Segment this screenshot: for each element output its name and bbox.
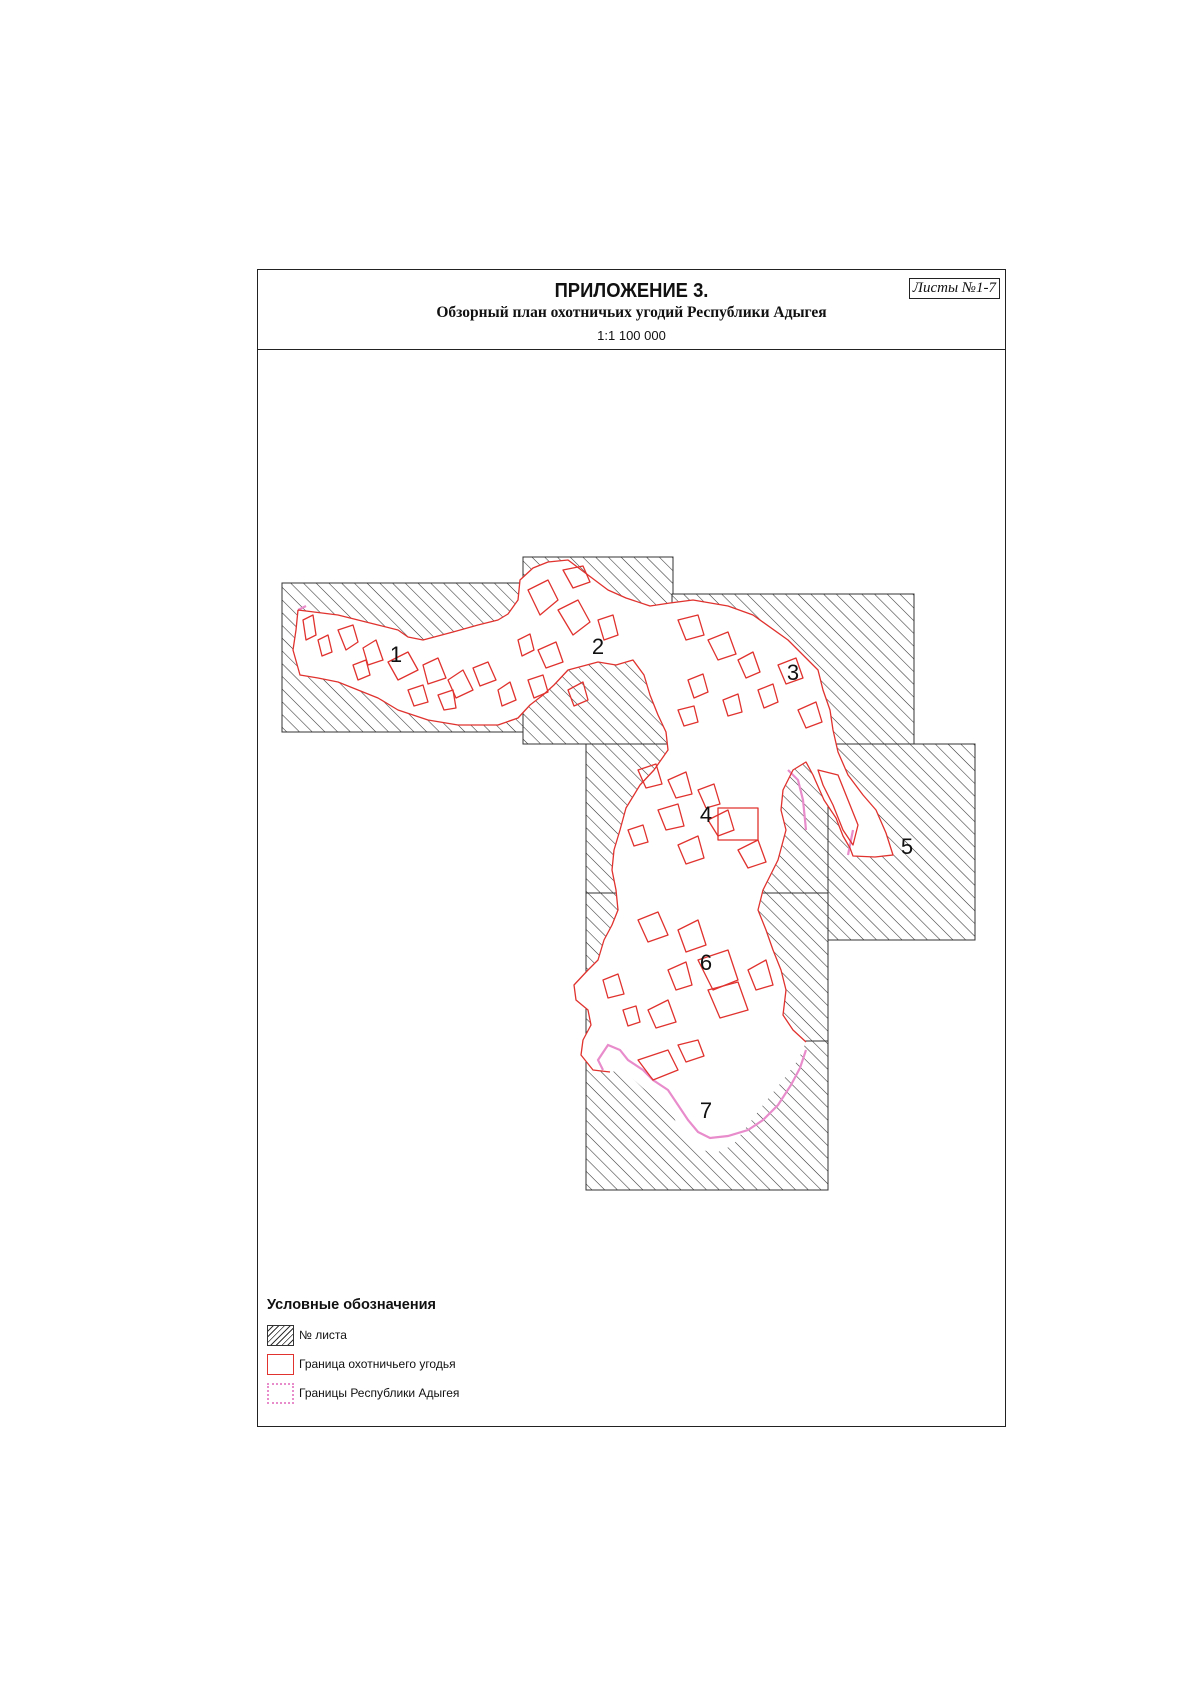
sheets-tag: Листы №1-7	[909, 278, 1000, 299]
page-subtitle: Обзорный план охотничьих угодий Республики Адыгея	[436, 304, 827, 321]
overview-map	[258, 270, 1004, 1425]
legend-item-republic-boundary	[267, 1382, 459, 1404]
republic-boundary-symbol-icon	[267, 1383, 294, 1404]
legend-item-sheet	[267, 1324, 459, 1346]
map-scale: 1:1 100 000	[597, 328, 666, 343]
sheet-label-6: 6	[699, 950, 713, 975]
hatch-symbol-icon	[267, 1325, 294, 1346]
legend-title: Условные обозначения	[267, 1297, 436, 1313]
hunting-boundary-symbol-icon	[267, 1354, 294, 1375]
sheet-label-1: 1	[389, 642, 403, 667]
sheet-label-5: 5	[900, 834, 914, 859]
sheet-label-7: 7	[699, 1098, 713, 1123]
legend	[267, 1297, 459, 1411]
map-frame	[257, 269, 1006, 1427]
legend-item-hunting-boundary	[267, 1353, 459, 1375]
legend-label-sheet: № листа	[299, 1328, 347, 1342]
legend-label-hunting-boundary: Граница охотничьего угодья	[299, 1357, 456, 1371]
sheet-label-3: 3	[786, 660, 800, 685]
sheet-label-2: 2	[591, 634, 605, 659]
legend-label-republic-boundary: Границы Республики Адыгея	[299, 1386, 460, 1400]
sheet-label-4: 4	[699, 802, 713, 827]
page-title: ПРИЛОЖЕНИЕ 3.	[554, 280, 709, 302]
